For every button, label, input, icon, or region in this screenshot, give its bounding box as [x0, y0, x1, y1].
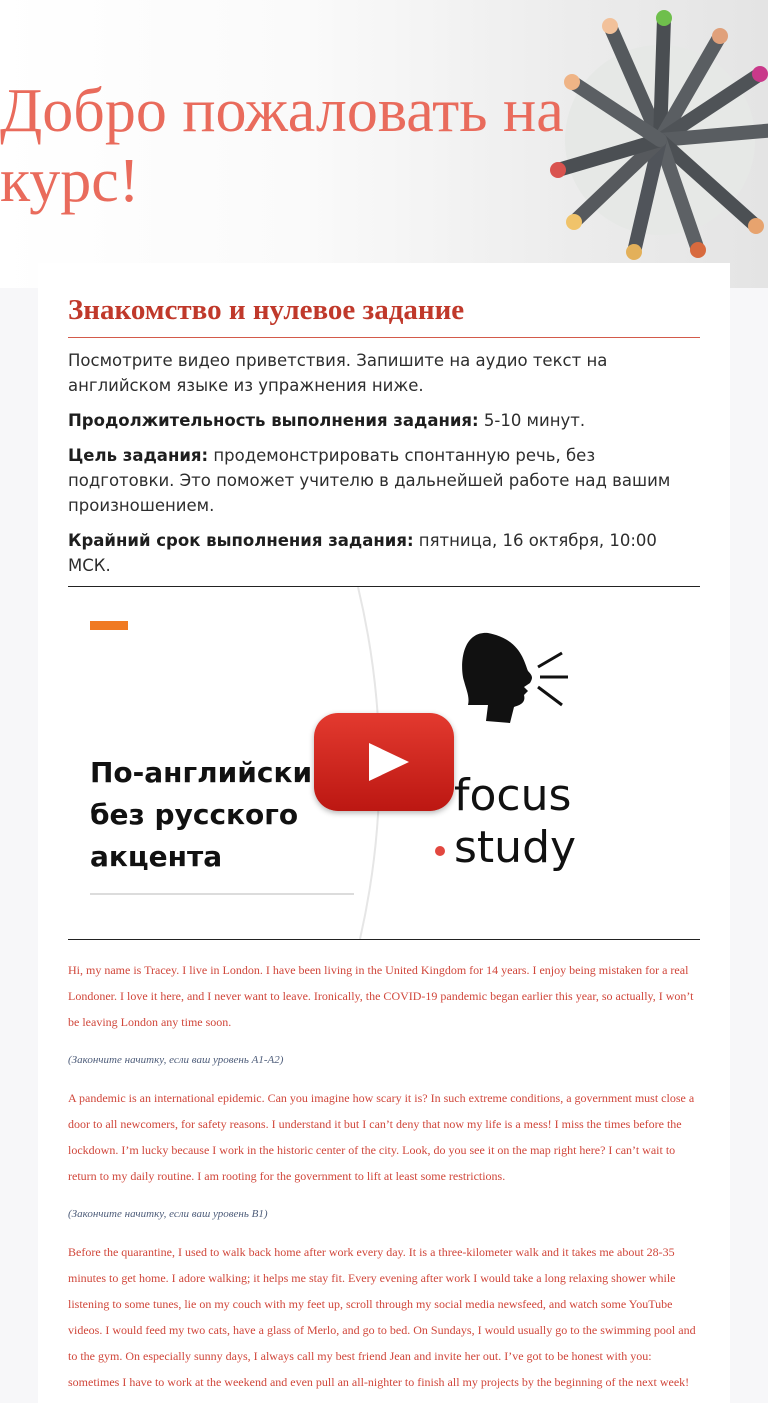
exercise-text [68, 957, 702, 1395]
duration-line [68, 408, 700, 433]
deadline-line [68, 528, 700, 578]
goal-label: Цель задания: [68, 446, 209, 465]
intro-text: Посмотрите видео приветствия. Запишите на аудио текст на английском языке из упражнения ниже. [68, 351, 608, 395]
duration-label: Продолжительность выполнения задания: [68, 411, 479, 430]
slide-title-line3: акцента [90, 840, 223, 873]
slide-title-line1: По-английски [90, 756, 313, 789]
hero-title [0, 76, 600, 216]
hero-banner [0, 0, 768, 288]
exercise-paragraph-2: A pandemic is an international epidemic. Can you imagine how scary it is? In such extreme conditions, a government must close a door to all newcomers, for safety reasons. I understand it but I can’t deny that now my life is a mess! I miss the times before the lockdown. I’m lucky because I work in the historic center of the city. Look, do you see it on the map right here? I can’t wait to return to my daily routine. I am rooting for the government to lift at least some restrictions. [68, 1091, 695, 1183]
brand-dot-icon [435, 846, 445, 856]
level-note-b1: (Закончите начитку, если ваш уровень В1) [68, 1208, 268, 1220]
video-embed[interactable] [68, 586, 700, 940]
goal-line [68, 443, 700, 518]
exercise-paragraph-3: Before the quarantine, I used to walk back home after work every day. It is a three-kilometer walk and it takes me about 28-35 minutes to get home. I adore walking; it helps me stay fit. Every evening after work I would take a long relaxing shower while listening to some tunes, lie on my couch with my feet up, scroll through my social media newsfeed, and watch some YouTube videos. I would feed my two cats, have a glass of Merlo, and go to bed. On Sundays, I would usually go to the swimming pool and to the gym. On especially sunny days, I always call my best friend Jean and invite her out. I’ve got to be honest with you: sometimes I have to work at the weekend and even pull an all-nighter to finish all my projects by the beginning of the next week! [68, 1245, 696, 1389]
play-button[interactable] [314, 713, 454, 811]
youtube-play-icon [369, 743, 409, 781]
brand-name-line1: focus [454, 770, 572, 821]
brand-name-line2: study [454, 822, 577, 873]
exercise-paragraph-1: Hi, my name is Tracey. I live in London. I have been living in the United Kingdom for 14 years. I enjoy being mistaken for a real Londoner. I love it here, and I never want to leave. Ironically, the COVID-19 pandemic began earlier this year, so actually, I won’t be leaving London any time soon. [68, 963, 694, 1029]
hero-title-line1: Добро пожаловать на [0, 77, 564, 145]
slide-title-line2: без русского [90, 798, 299, 831]
section-title: Знакомство и нулевое задание [68, 291, 700, 338]
lesson-card [38, 263, 730, 1403]
level-note-a1-a2: (Закончите начитку, если ваш уровень А1-А2) [68, 1054, 284, 1066]
hero-title-line2: курс! [0, 147, 140, 215]
deadline-value: пятница, 16 октября, 10:00 МСК. [68, 531, 657, 575]
goal-value: продемонстрировать спонтанную речь, без подготовки. Это поможет учителю в дальнейшей работе над вашим произношением. [68, 446, 671, 515]
deadline-label: Крайний срок выполнения задания: [68, 531, 414, 550]
pencils-cup-image [538, 0, 768, 270]
duration-value: 5-10 минут. [478, 411, 586, 430]
